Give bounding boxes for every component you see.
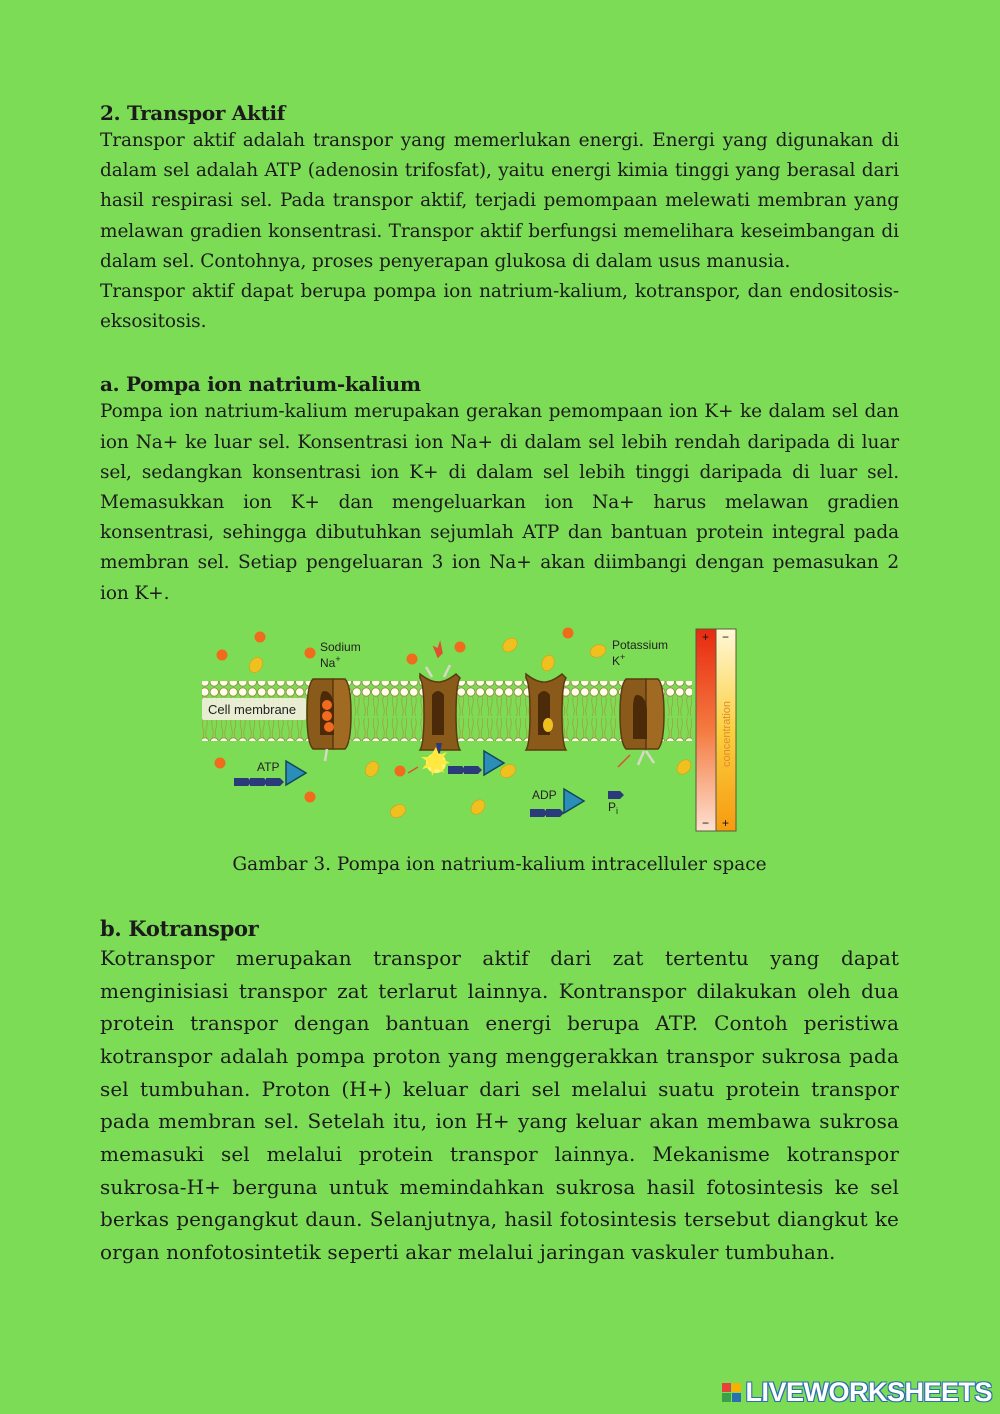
logo-blocks-icon <box>722 1383 741 1402</box>
sodium-ion <box>215 757 226 768</box>
logo-text: LIVEWORKSHEETS <box>745 1377 992 1407</box>
pump-protein-3 <box>526 674 566 750</box>
section-title-kotranspor: b. Kotranspor <box>100 915 259 941</box>
potassium-ion <box>468 797 487 817</box>
concentration-label: concentration <box>721 700 733 767</box>
potassium-charge: + <box>620 651 626 662</box>
phosphorylation-burst <box>421 747 450 776</box>
conc-plus-bottom: + <box>722 815 730 830</box>
potassium-ion <box>588 642 607 659</box>
svg-text:Pi <box>608 800 618 816</box>
svg-text:K+ <box>612 652 625 668</box>
potassium-ion <box>540 653 557 672</box>
pump-protein-1 <box>307 679 351 749</box>
atp-label: ATP <box>257 759 280 774</box>
sodium-ion <box>407 653 418 664</box>
sodium-ion <box>395 765 406 776</box>
paragraph-pompa-ion: Pompa ion natrium-kalium merupakan gerakan pemompaan ion K+ ke dalam sel dan ion Na+ ke luar sel. Konsentrasi ion Na+ di dalam sel lebih rendah daripada di luar sel, sedangkan konsentrasi ion K+ di dalam sel lebih tinggi daripada di luar sel. Memasukkan ion K+ dan mengeluarkan ion Na+ harus melawan gradien konsentrasi, sehingga dibutuhkan sejumlah ATP dan bantuan protein integral pada membran sel. Setiap pengeluaran 3 ion Na+ akan diimbangi dengan pemasukan 2 ion K+. <box>100 401 899 604</box>
section-title-pompa-ion: a. Pompa ion natrium-kalium <box>100 372 421 397</box>
pi-label: P <box>608 799 617 814</box>
sodium-label: Sodium <box>320 639 361 654</box>
adp-molecule <box>530 788 584 817</box>
sodium-ion <box>217 649 228 660</box>
atp-molecule-1 <box>234 760 306 786</box>
adp-label: ADP <box>532 787 557 802</box>
cell-membrane-label: Cell membrane <box>208 701 297 717</box>
sodium-potassium-pump-figure <box>100 627 899 842</box>
liveworksheets-logo <box>722 1377 992 1408</box>
svg-text:Na+ <box>320 654 341 670</box>
atp-molecule-2 <box>448 751 504 775</box>
sodium-ion <box>255 631 266 642</box>
sodium-charge: + <box>335 653 341 664</box>
potassium-ion <box>363 759 381 779</box>
pump-diagram <box>200 627 760 842</box>
pi-subscript: i <box>616 805 619 816</box>
sodium-ion <box>305 647 316 658</box>
potassium-symbol: K <box>612 653 621 668</box>
concentration-gradient-bars <box>696 629 736 831</box>
pump-protein-4 <box>620 679 664 749</box>
figure-caption: Gambar 3. Pompa ion natrium-kalium intracelluler space <box>232 853 767 875</box>
pump-protein-2 <box>420 674 460 757</box>
section-title-transpor-aktif: 2. Transpor Aktif <box>100 101 286 125</box>
sodium-ion <box>305 791 316 802</box>
sodium-ion <box>455 641 466 652</box>
potassium-ion <box>388 802 408 820</box>
conc-plus-top: + <box>702 629 710 644</box>
potassium-label: Potassium <box>612 637 669 652</box>
phosphate-pi <box>608 791 624 816</box>
sodium-ion <box>563 627 574 638</box>
paragraph-transpor-aktif: Transpor aktif adalah transpor yang memerlukan energi. Energi yang digunakan di dalam sel adalah ATP (adenosin trifosfat), yaitu energi kimia tinggi yang berasal dari hasil respirasi sel. Pada transpor aktif, terjadi pemompaan melewati membran yang melawan gradien konsentrasi. Transpor aktif berfungsi memelihara keseimbangan di dalam sel. Contohnya, proses penyerapan glukosa di dalam usus manusia. <box>100 130 899 272</box>
potassium-ion <box>500 635 520 654</box>
sodium-symbol: Na <box>320 655 336 670</box>
document-page <box>100 100 899 1269</box>
potassium-ion <box>674 757 693 777</box>
paragraph-jenis-transpor-aktif: Transpor aktif dapat berupa pompa ion natrium-kalium, kotranspor, dan endositosis-eksositosis. <box>100 281 899 333</box>
paragraph-kotranspor: Kotranspor merupakan transpor aktif dari zat tertentu yang dapat menginisiasi transpor zat terlarut lainnya. Kontranspor dilakukan oleh dua protein transpor dengan bantuan energi berupa ATP. Contoh peristiwa kotranspor adalah pompa proton yang menggerakkan transpor sukrosa pada sel tumbuhan. Proton (H+) keluar dari sel melalui suatu protein transpor pada membran sel. Setelah itu, ion H+ yang keluar akan membawa sukrosa memasuki sel melalui protein transpor lainnya. Mekanisme kotranspor sukrosa-H+ berguna untuk memindahkan sukrosa hasil fotosintesis ke sel berkas pengangkut daun. Selanjutnya, hasil fotosintesis tersebut diangkut ke organ nonfotosintetik seperti akar melalui jaringan vaskuler tumbuhan. <box>100 945 899 1265</box>
conc-minus-top: − <box>722 629 730 644</box>
conc-minus-bottom: − <box>702 815 710 830</box>
potassium-ion <box>247 655 265 675</box>
